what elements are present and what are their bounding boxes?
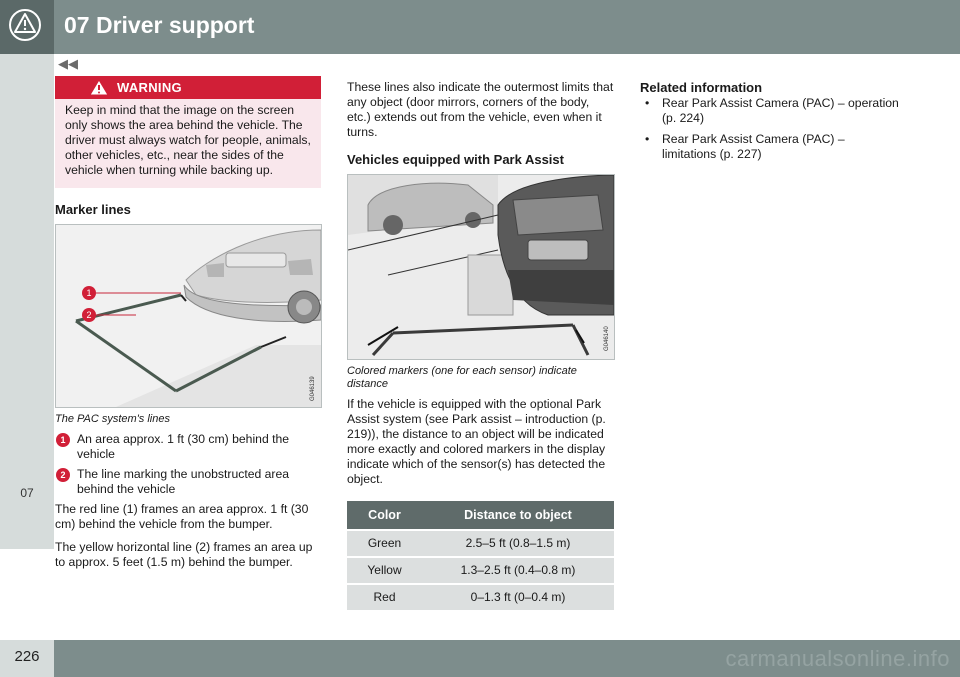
related-link[interactable]: [640, 96, 902, 126]
figure-caption: The PAC system's lines: [55, 413, 170, 425]
table-cell: Red: [347, 585, 422, 610]
park-assist-illustration: [348, 175, 614, 359]
callout-item: [55, 467, 321, 497]
related-info-heading: Related information: [640, 80, 763, 95]
callout-number-badge: 1: [56, 433, 70, 447]
callout-text: The line marking the unobstructed area behind the vehicle: [77, 467, 290, 496]
related-link-text: Rear Park Assist Camera (PAC) – limitations (p. 227): [662, 132, 845, 161]
figure-caption: Colored markers (one for each sensor) indicate distance: [347, 365, 577, 390]
chapter-sidebar: [0, 54, 54, 549]
column-2: [347, 80, 615, 612]
watermark: carmanualsonline.info: [725, 646, 950, 671]
table-header-cell: Distance to object: [422, 501, 614, 529]
related-link-text: Rear Park Assist Camera (PAC) – operation (p. 224): [662, 96, 899, 125]
table-header-row: [347, 501, 614, 529]
callout-item: [55, 432, 321, 462]
pac-lines-figure: [55, 224, 322, 408]
park-assist-figure: [347, 174, 615, 360]
table-cell: 0–1.3 ft (0–0.4 m): [422, 585, 614, 610]
callout-number-badge: 2: [56, 468, 70, 482]
figure-code: G046140: [604, 326, 610, 351]
page-number: 226: [14, 648, 40, 665]
warning-icon: [89, 79, 109, 96]
pac-lines-illustration: [56, 225, 321, 407]
bullet-icon: •: [645, 132, 650, 146]
header-icon-box: [0, 0, 54, 54]
warning-header: [55, 76, 321, 99]
warning-box: [55, 76, 321, 188]
figure-code: G046139: [310, 376, 316, 401]
previous-page-link[interactable]: ◀◀: [58, 56, 78, 71]
paragraph: The yellow horizontal line (2) frames an area up to approx. 5 feet (1.5 m) behind the bumper.: [55, 540, 313, 569]
page-title: 07 Driver support: [64, 12, 255, 38]
table-row: [347, 558, 614, 583]
marker-lines-heading: Marker lines: [55, 202, 131, 217]
paragraph: The red line (1) frames an area approx. 1 ft (30 cm) behind the vehicle from the bumper.: [55, 502, 309, 531]
table-row: [347, 531, 614, 556]
warning-triangle-icon: [0, 0, 54, 54]
table-row: [347, 585, 614, 610]
table-cell: Green: [347, 531, 422, 556]
table-cell: 2.5–5 ft (0.8–1.5 m): [422, 531, 614, 556]
table-cell: Yellow: [347, 558, 422, 583]
related-info-list: [640, 96, 902, 162]
callout-text: An area approx. 1 ft (30 cm) behind the vehicle: [77, 432, 290, 461]
warning-title: WARNING: [117, 80, 182, 95]
paragraph: If the vehicle is equipped with the optional Park Assist system (see Park assist – introduction (p. 219)), the distance to an object will be indicated more exactly and colored markers in the display indicate which of the sensor(s) has detected the object.: [347, 397, 606, 486]
table-header-cell: Color: [347, 501, 422, 529]
column-1: [55, 76, 321, 578]
chapter-number: 07: [20, 486, 34, 500]
bullet-icon: •: [645, 96, 650, 110]
column-3: [640, 80, 902, 168]
warning-text: Keep in mind that the image on the screen only shows the area behind the vehicle. The driver must always watch for people, animals, other vehicles, etc., near the sides of the vehicle when turning while backing up.: [65, 103, 311, 177]
related-link[interactable]: [640, 132, 902, 162]
svg-text:1: 1: [86, 288, 92, 298]
paragraph: These lines also indicate the outermost limits that any object (door mirrors, corners of the body, etc.) extends out from the vehicle, even when it turns.: [347, 80, 614, 139]
svg-text:2: 2: [86, 310, 92, 320]
park-assist-heading: Vehicles equipped with Park Assist: [347, 152, 564, 167]
table-cell: 1.3–2.5 ft (0.4–0.8 m): [422, 558, 614, 583]
distance-table: [347, 499, 614, 612]
